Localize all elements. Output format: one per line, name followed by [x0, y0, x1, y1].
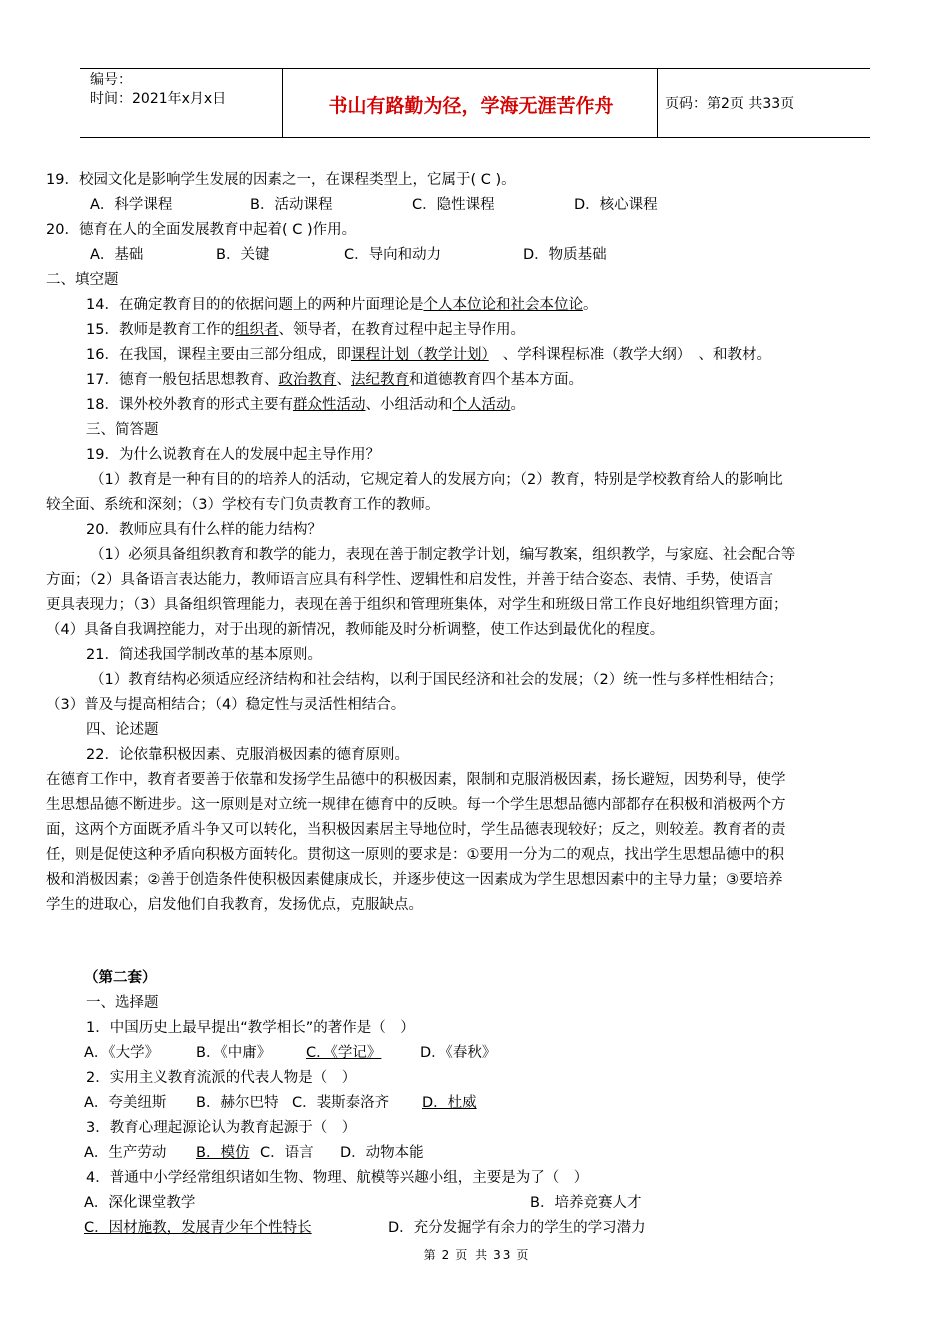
answer-line: 任，则是促使这种矛盾向积极方面转化。贯彻这一原则的要求是：①要用一分为二的观点，找出学生思想品德中的积 — [46, 847, 784, 863]
answer-text: 个人本位论和社会本位论 — [423, 297, 583, 313]
option-b-correct: B．模仿 — [196, 1145, 250, 1161]
answer-text: 课程计划（教学计划） — [350, 347, 489, 363]
header-divider — [282, 69, 283, 137]
answer-text: 政治教育 — [278, 372, 337, 388]
option-b: B．培养竞赛人才 — [530, 1195, 642, 1211]
question-text: 17．德育一般包括思想教育、 — [86, 372, 279, 388]
answer-line: （1）教育结构必须适应经济结构和社会结构，以利于国民经济和社会的发展；（2）统一性与多样性相结合； — [90, 672, 783, 688]
header-page-label: 页码：第2页 共33页 — [665, 96, 795, 112]
option-a: A．夸美纽斯 — [84, 1095, 167, 1111]
question-text: 、小组活动和 — [365, 397, 453, 413]
document-header — [80, 68, 870, 138]
option-b: B．活动课程 — [250, 197, 333, 213]
option-b: B．关键 — [216, 247, 270, 263]
question-text: 16．在我国，课程主要由三部分组成，即 — [86, 347, 351, 363]
header-date-label: 时间：2021年x月x日 — [90, 91, 227, 107]
choice-question-3: 3．教育心理起源论认为教育起源于（ ） — [86, 1120, 357, 1136]
answer-line: 方面；（2）具备语言表达能力，教师语言应具有科学性、逻辑性和启发性，并善于结合姿态、表情、手势，使语言 — [46, 572, 773, 588]
short-question-20: 20．教师应具有什么样的能力结构？ — [86, 522, 322, 538]
option-c-correct: C．《学记》 — [306, 1045, 382, 1061]
footer-prefix: 第 — [423, 1248, 438, 1262]
footer-page-number: 2 — [441, 1248, 452, 1262]
choice-question-4: 4．普通中小学经常组织诸如生物、物理、航模等兴趣小组，主要是为了（ ） — [86, 1170, 589, 1186]
answer-line: 极和消极因素；②善于创造条件使积极因素健康成长，并逐步使这一因素成为学生思想因素中的主导力量；③要培养 — [46, 872, 783, 888]
answer-text: 群众性活动 — [292, 397, 366, 413]
option-d: D．核心课程 — [574, 197, 658, 213]
question-text: 15．教师是教育工作的 — [86, 322, 235, 338]
option-d-correct: D．杜威 — [422, 1095, 477, 1111]
answer-line: （3）普及与提高相结合；（4）稳定性与灵活性相结合。 — [46, 697, 406, 713]
option-a: A．科学课程 — [90, 197, 173, 213]
header-divider — [657, 69, 658, 137]
footer-suffix: 页 — [516, 1248, 531, 1262]
question-text: 和道德教育四个基本方面。 — [408, 372, 583, 388]
footer-mid: 页 共 — [455, 1248, 490, 1262]
fill-question-16 — [86, 345, 771, 365]
option-c: C．隐性课程 — [412, 197, 495, 213]
answer-line: 更具表现力；（3）具备组织管理能力，表现在善于组织和管理班集体，对学生和班级日常工作良好地组织管理方面； — [46, 597, 788, 613]
question-text: 。 — [510, 397, 525, 413]
option-d: D．充分发掘学有余力的学生的学习潜力 — [388, 1220, 646, 1236]
section-heading: 一、选择题 — [86, 995, 159, 1011]
option-d: D．物质基础 — [523, 247, 607, 263]
question-text: 14．在确定教育目的的依据问题上的两种片面理论是 — [86, 297, 424, 313]
answer-text: 个人活动 — [452, 397, 511, 413]
option-d: D．《春秋》 — [420, 1045, 497, 1061]
answer-text: 组织者 — [234, 322, 279, 338]
option-c-correct: C．因材施教，发展青少年个性特长 — [84, 1220, 312, 1236]
fill-question-14 — [86, 295, 597, 315]
question-text: 、学科课程标准（教学大纲） 、和教材。 — [502, 347, 771, 363]
option-c: C．语言 — [260, 1145, 314, 1161]
header-code-label: 编号： — [90, 72, 132, 88]
answer-line: （1）必须具备组织教育和教学的能力，表现在善于制定教学计划，编写教案，组织教学，与家庭、社会配合等 — [90, 547, 796, 563]
option-a: A．基础 — [90, 247, 144, 263]
question-19: 19．校园文化是影响学生发展的因素之一，在课程类型上，它属于( C )。 — [46, 172, 516, 188]
option-a: A．生产劳动 — [84, 1145, 167, 1161]
short-question-19: 19．为什么说教育在人的发展中起主导作用？ — [86, 447, 380, 463]
question-20: 20．德育在人的全面发展教育中起着( C )作用。 — [46, 222, 357, 238]
choice-question-2: 2．实用主义教育流派的代表人物是（ ） — [86, 1070, 357, 1086]
option-b: B．赫尔巴特 — [196, 1095, 279, 1111]
short-question-21: 21．简述我国学制改革的基本原则。 — [86, 647, 322, 663]
fill-question-17 — [86, 370, 583, 390]
question-text: 18．课外校外教育的形式主要有 — [86, 397, 293, 413]
section-heading: 三、简答题 — [86, 422, 159, 438]
answer-line: 面，这两个方面既矛盾斗争又可以转化，当积极因素居主导地位时，学生品德表现较好；反之，则较差。教育者的责 — [46, 822, 786, 838]
page-footer — [0, 1246, 950, 1263]
option-c: C．裴斯泰洛齐 — [292, 1095, 390, 1111]
answer-line: （1）教育是一种有目的的培养人的活动，它规定着人的发展方向；（2）教育，特别是学校教育给人的影响比 — [90, 472, 783, 488]
set-title: （第二套） — [84, 970, 157, 986]
option-d: D．动物本能 — [340, 1145, 424, 1161]
section-heading: 四、论述题 — [86, 722, 159, 738]
question-text: 、领导者，在教育过程中起主导作用。 — [278, 322, 525, 338]
option-a: A．深化课堂教学 — [84, 1195, 196, 1211]
question-text: 。 — [582, 297, 598, 313]
option-c: C．导向和动力 — [344, 247, 442, 263]
header-meta — [90, 71, 226, 109]
option-b: B．《中庸》 — [196, 1045, 272, 1061]
question-text: 、 — [336, 372, 351, 388]
section-heading: 二、填空题 — [46, 272, 119, 288]
choice-question-1: 1．中国历史上最早提出“教学相长”的著作是（ ） — [86, 1020, 415, 1036]
essay-question-22: 22．论依靠积极因素、克服消极因素的德育原则。 — [86, 747, 409, 763]
footer-total-pages: 33 — [493, 1248, 513, 1262]
answer-text: 法纪教育 — [350, 372, 409, 388]
answer-line: （4）具备自我调控能力，对于出现的新情况，教师能及时分析调整，使工作达到最优化的程度。 — [46, 622, 665, 638]
header-motto: 书山有路勤为径，学海无涯苦作舟 — [328, 95, 614, 117]
answer-line: 较全面、系统和深刻；（3）学校有专门负责教育工作的教师。 — [46, 497, 440, 513]
option-a: A．《大学》 — [84, 1045, 160, 1061]
fill-question-18 — [86, 395, 525, 415]
answer-line: 在德育工作中，教育者要善于依靠和发扬学生品德中的积极因素，限制和克服消极因素，扬长避短，因势利导，使学 — [46, 772, 786, 788]
fill-question-15 — [86, 320, 525, 340]
answer-line: 学生的进取心，启发他们自我教育，发扬优点，克服缺点。 — [46, 897, 423, 913]
answer-line: 生思想品德不断进步。这一原则是对立统一规律在德育中的反映。每一个学生思想品德内部都存在积极和消极两个方 — [46, 797, 786, 813]
